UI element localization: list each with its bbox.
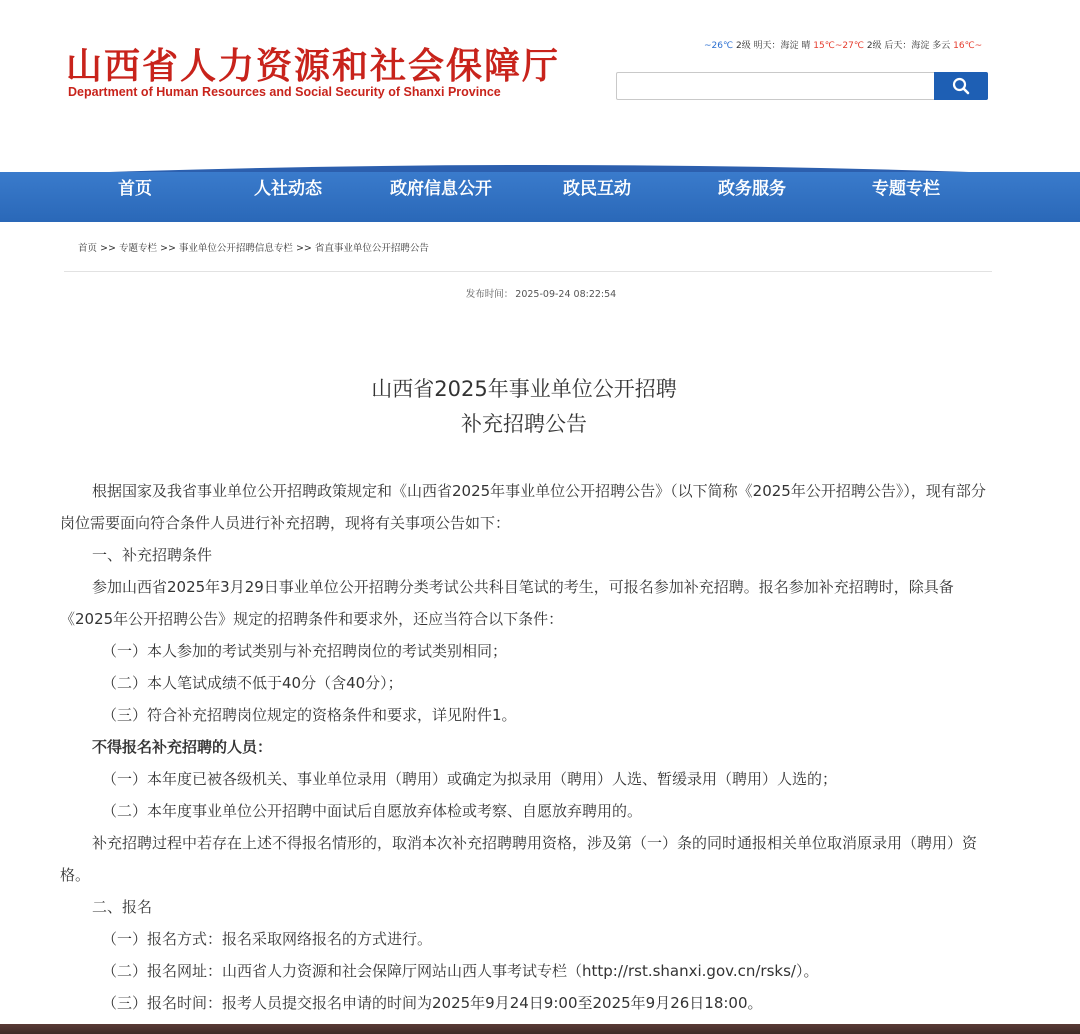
article-body — [60, 475, 990, 1019]
list-item: （一）报名方式：报名采取网络报名的方式进行。 — [102, 930, 433, 948]
paragraph: 参加山西省2025年3月29日事业单位公开招聘分类考试公共科目笔试的考生，可报名参加补充招聘。报名参加补充招聘时，除具备《2025年公开招聘公告》规定的招聘条件和要求外，还应当符合以下条件： — [60, 578, 954, 628]
breadcrumb[interactable]: 首页 >> 专题专栏 >> 事业单位公开招聘信息专栏 >> 省直事业单位公开招聘公告 — [78, 243, 429, 254]
bottom-bar — [0, 1024, 1080, 1034]
nav-item-interaction[interactable]: 政民互动 — [563, 179, 631, 199]
weather-text-1: 2级 明天：海淀 晴 — [733, 41, 814, 51]
list-item: （二）报名网址：山西省人力资源和社会保障厅网站山西人事考试专栏（http://rst.shanxi.gov.cn/rsks/）。 — [102, 962, 819, 980]
section-heading: 一、补充招聘条件 — [92, 546, 213, 564]
search-icon — [952, 77, 970, 95]
weather-info — [704, 38, 982, 51]
main-nav — [0, 172, 1080, 222]
search-button[interactable] — [934, 72, 988, 100]
article-title-line1: 山西省2025年事业单位公开招聘 — [371, 377, 677, 401]
article-title-line2: 补充招聘公告 — [461, 412, 587, 436]
publish-time — [0, 286, 1080, 300]
list-item: （二）本年度事业单位公开招聘中面试后自愿放弃体检或考察、自愿放弃聘用的。 — [102, 802, 643, 820]
site-logo-title[interactable]: 山西省人力资源和社会保障厅 — [66, 45, 561, 87]
list-item: （三）符合补充招聘岗位规定的资格条件和要求，详见附件1。 — [102, 706, 517, 724]
nav-item-gov-info[interactable]: 政府信息公开 — [390, 179, 492, 199]
weather-temp-after: 16℃~ — [953, 41, 983, 51]
section-heading: 二、报名 — [92, 898, 153, 916]
list-item: （三）报名时间：报考人员提交报名申请的时间为2025年9月24日9:00至2025年9月26日18:00。 — [102, 994, 763, 1012]
nav-item-services[interactable]: 政务服务 — [718, 179, 786, 199]
nav-item-home[interactable]: 首页 — [118, 179, 152, 199]
paragraph: 补充招聘过程中若存在上述不得报名情形的，取消本次补充招聘聘用资格，涉及第（一）条的同时通报相关单位取消原录用（聘用）资格。 — [60, 834, 978, 884]
list-item: （一）本年度已被各级机关、事业单位录用（聘用）或确定为拟录用（聘用）人选、暂缓录用（聘用）人选的； — [102, 770, 838, 788]
weather-text-2: 2级 后天：海淀 多云 — [863, 41, 954, 51]
subsection-heading: 不得报名补充招聘的人员： — [92, 738, 273, 756]
weather-temp-tomorrow: 15℃~27℃ — [813, 41, 864, 51]
article-title — [0, 372, 1048, 442]
divider — [64, 271, 992, 272]
list-item: （一）本人参加的考试类别与补充招聘岗位的考试类别相同； — [102, 642, 508, 660]
paragraph: 根据国家及我省事业单位公开招聘政策规定和《山西省2025年事业单位公开招聘公告》（以下简称《2025年公开招聘公告》），现有部分岗位需要面向符合条件人员进行补充招聘，现将有关事项公告如下： — [60, 482, 986, 532]
publish-time-label: 发布时间： — [465, 289, 514, 300]
nav-item-news[interactable]: 人社动态 — [254, 179, 322, 199]
search-box — [616, 72, 988, 100]
search-input[interactable] — [617, 73, 934, 99]
publish-time-value: 2025-09-24 08:22:54 — [515, 289, 617, 300]
site-logo-subtitle[interactable]: Department of Human Resources and Social Security of Shanxi Province — [68, 85, 501, 99]
nav-item-topics[interactable]: 专题专栏 — [872, 179, 940, 199]
weather-temp-today: ~26℃ — [704, 41, 734, 51]
list-item: （二）本人笔试成绩不低于40分（含40分）； — [102, 674, 403, 692]
